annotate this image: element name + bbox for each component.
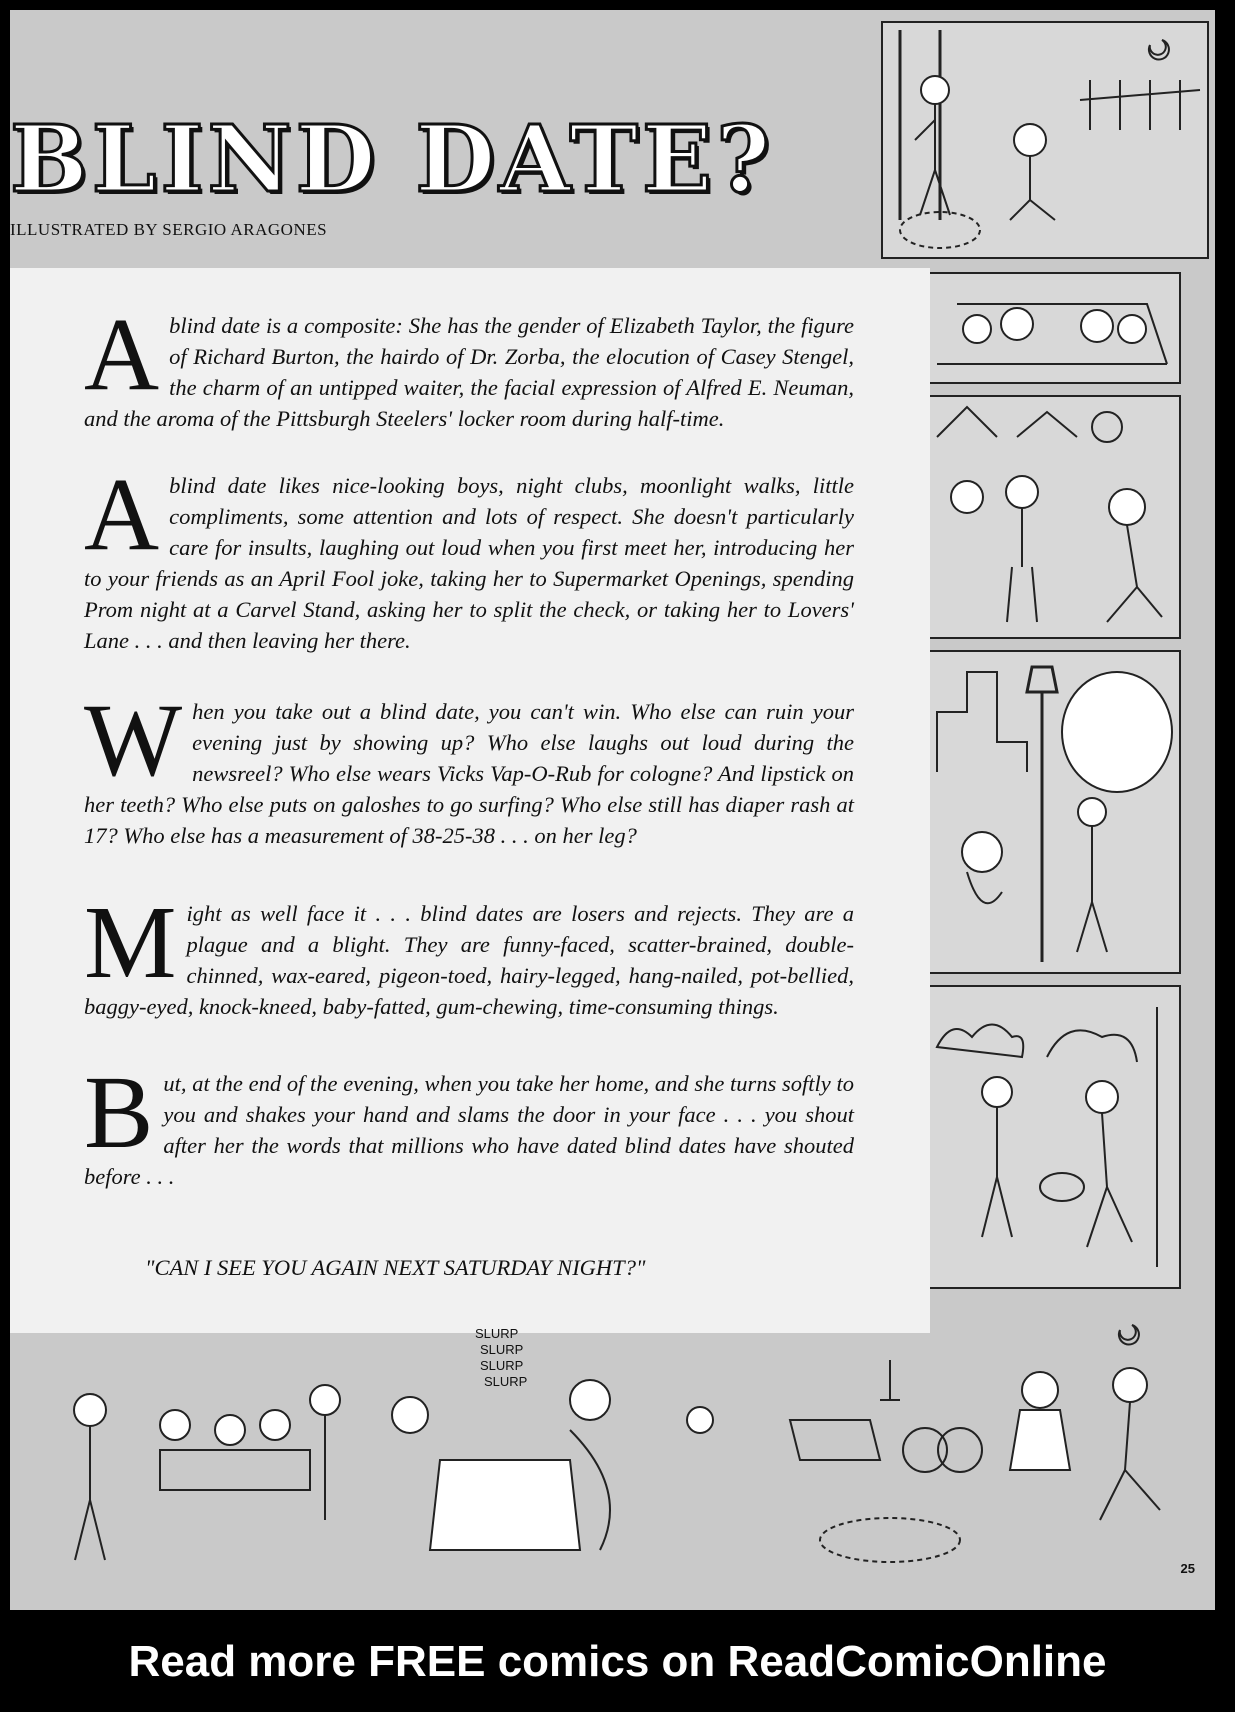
drop-cap: W	[84, 683, 183, 798]
paragraph-3	[84, 683, 854, 851]
slurp-sfx: SLURP	[475, 1326, 519, 1341]
article-title: BLIND DATE?	[10, 105, 775, 213]
paragraph-1	[84, 297, 854, 434]
banner-text: Read more FREE comics on ReadComicOnline	[128, 1637, 1107, 1686]
magazine-page	[10, 10, 1215, 1610]
paragraph-text: blind date is a composite: She has the gender of Elizabeth Taylor, the figure of Richard Burton, the hairdo of Dr. Zorba, the elocution of Casey Stengel, the charm of an untipped waiter, the facial expression of Alfred E. Neuman, and the aroma of the Pittsburgh Steelers' locker room during half-time.	[84, 313, 854, 431]
paragraph-text: blind date likes nice-looking boys, night clubs, moonlight walks, little compliments, some attention and lots of respect. She doesn't particularly care for insults, laughing out loud when you first meet her, introducing her to your friends as an April Fool joke, taking her to Supermarket Openings, spending Prom night at a Carvel Stand, asking her to split the check, or taking her to Lovers' Lane . . . and then leaving her there.	[84, 473, 854, 653]
article-text-box	[10, 268, 930, 1333]
drop-cap: B	[84, 1055, 154, 1170]
beach-illustration	[927, 987, 1179, 1287]
fairground-panel	[925, 395, 1181, 639]
car-panel	[925, 272, 1181, 384]
bottom-cartoon-strip	[10, 1326, 1215, 1580]
doorstep-cartoon	[880, 20, 1210, 260]
drop-cap: M	[84, 885, 177, 1000]
paragraph-5	[84, 1055, 854, 1192]
illustrator-credit: ILLUSTRATED BY SERGIO ARAGONES	[10, 220, 328, 239]
lamp-post-panel	[925, 650, 1181, 974]
closing-line: "CAN I SEE YOU AGAIN NEXT SATURDAY NIGHT?"	[145, 1255, 646, 1280]
paragraph-4	[84, 885, 854, 1022]
page-number: 25	[1180, 1561, 1195, 1576]
drop-cap: A	[84, 297, 160, 412]
paragraph-text: hen you take out a blind date, you can't win. Who else can ruin your evening just by showing up? Who else laughs out loud during the newsreel? Who else wears Vicks Vap-O-Rub for cologne? And lipstick on her teeth? Who else puts on galoshes to go surfing? Who else still has diaper rash at 17? Who else has a measurement of 38-25-38 . . . on her leg?	[84, 699, 854, 848]
slurp-sfx: SLURP	[480, 1358, 524, 1373]
drop-cap: A	[84, 457, 160, 572]
paragraph-text: ight as well face it . . . blind dates are losers and rejects. They are a plague and a blight. They are funny-faced, scatter-brained, double-chinned, wax-eared, pigeon-toed, hairy-legged, hang-nailed, pot-bellied, baggy-eyed, knock-kneed, baby-fatted, gum-chewing, time-consuming things.	[84, 901, 854, 1019]
fairground-illustration	[927, 397, 1179, 637]
promo-banner	[0, 1612, 1235, 1712]
beach-panel	[925, 985, 1181, 1289]
slurp-sfx: SLURP	[484, 1374, 528, 1389]
paragraph-2	[84, 457, 854, 656]
car-illustration	[927, 274, 1179, 382]
lamp-post-illustration	[927, 652, 1179, 972]
slurp-sfx: SLURP	[480, 1342, 524, 1357]
paragraph-text: ut, at the end of the evening, when you take her home, and she turns softly to you and shakes your hand and slams the door in your face . . . you shout after her the words that millions who have dated blind dates have shouted before . . .	[84, 1071, 854, 1189]
